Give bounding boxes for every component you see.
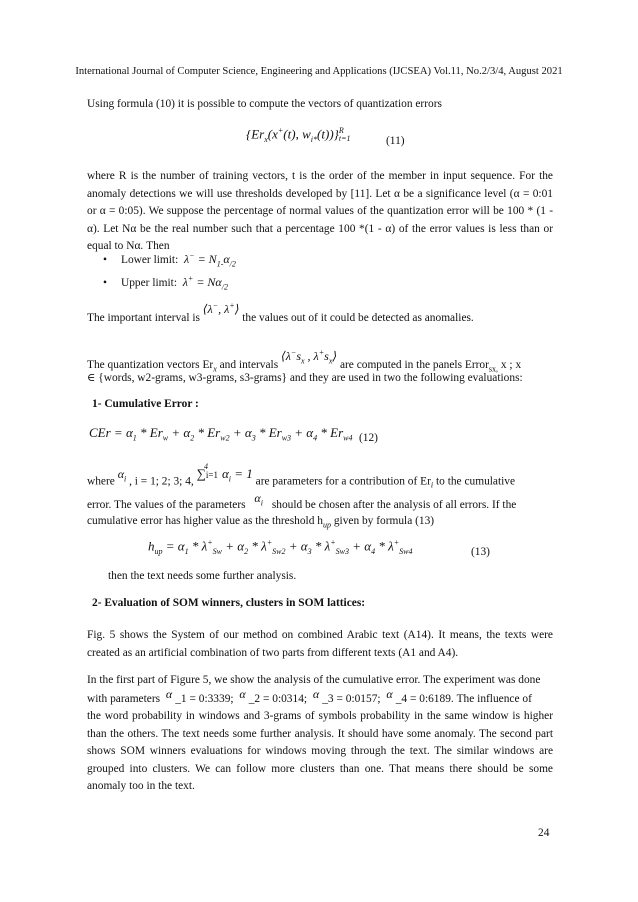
journal-header: International Journal of Computer Science, Engineering and Applications (IJCSEA) Vol.11, No.2/3/4, August 2021 — [75, 66, 563, 77]
alpha-symbol: α — [309, 687, 323, 701]
text-span: should be chosen after the analysis of all errors. If the — [271, 499, 517, 511]
text-sub: i — [430, 480, 434, 490]
text-sub: x — [213, 364, 217, 374]
bullet-formula: $\lambda^- = N_{1-}\alpha_{/2}$ — [183, 251, 236, 269]
equation-12: CEr = $\alpha_1 * Er_w + \alpha_2 * Er_{w2} + \alpha_3 * Er_{w3} + \alpha_4 * Er_{w4}$ — [89, 425, 353, 443]
interval-formula: ⟨λ−, λ+⟩ — [202, 301, 240, 316]
paragraph-first-part-rest: the word probability in windows and 3-grams of symbols probability in the same window is higher than the others. The text needs some further analysis. It should have some anomaly. The second part shows SOM winners evaluations for windows moving through the text. The similar windows are grouped into clusters. We can follow more clusters than one. That means there should be some anomaly too in the text. — [87, 710, 553, 793]
alpha-symbol: α — [236, 687, 249, 701]
alpha-symbol: α — [162, 687, 176, 701]
text-span: error. The values of the parameters — [87, 499, 246, 511]
text-span: are parameters for a contribution of Er — [255, 475, 431, 488]
text-span: The important interval is — [87, 312, 200, 324]
alpha-symbol: α — [383, 687, 396, 701]
text-span: The quantization vectors Er — [87, 359, 214, 371]
param-value: _2 = 0:0314; — [248, 693, 308, 705]
text-span: , i = 1; 2; 3; 4, — [129, 475, 194, 488]
text-span: given by formula (13) — [333, 515, 435, 527]
bullet-label: Lower limit: — [121, 254, 179, 266]
bullet-formula: $\lambda^+ = N\alpha_{/2}$ — [182, 274, 228, 292]
page-number: 24 — [538, 827, 550, 839]
bullet-upper-limit: • Upper limit: $\lambda^+ = N\alpha_{/2}$ — [103, 274, 228, 292]
text-sub: up — [322, 520, 331, 530]
equation-number-12: (12) — [359, 432, 378, 444]
text-span: are computed in the panels Error — [339, 359, 489, 371]
paragraph-then: then the text needs some further analysis. — [108, 570, 297, 582]
paragraph-first-part-line1: In the first part of Figure 5, we show the analysis of the cumulative error. The experiment was done — [87, 674, 541, 686]
text-span: x ; x — [500, 359, 522, 371]
heading-cumulative-error: 1- Cumulative Error : — [92, 398, 199, 410]
alpha-i-symbol: $\alpha_i$ — [117, 467, 127, 484]
paragraph-fig5: Fig. 5 shows the System of our method on combined Arabic text (A14). It means, the texts were created as an artificial combination of two parts from different texts (A1 and A4). — [87, 629, 553, 659]
paragraph-intro: Using formula (10) it is possible to compute the vectors of quantization errors — [87, 98, 442, 110]
equation-number-11: (11) — [386, 135, 405, 147]
paragraph-first-part-line2 — [87, 687, 553, 709]
bullet-label: Upper limit: — [121, 277, 177, 289]
paragraph-quantization-line2: ∈ {words, w2-grams, w3-grams, s3-grams} and they are used in two the following evaluations: — [87, 372, 523, 384]
equation-11: {$Er_x(x^+(t)$, $w_{i*}(t)$)} R t=1 — [246, 126, 351, 144]
paragraph-interval — [87, 301, 553, 328]
text-sub: sx, — [488, 364, 499, 374]
bullet-lower-limit: • Lower limit: $\lambda^- = N_{1-}\alpha_{/2}$ — [103, 251, 236, 269]
text-span: with parameters — [87, 693, 161, 705]
heading-som-winners: 2- Evaluation of SOM winners, clusters in SOM lattices: — [92, 597, 366, 609]
equation-13: $h_{up} = \alpha_1 * \lambda^+_{Sw} + \alpha_2 * \lambda^+_{Sw2} + \alpha_3 * \lambda^+_{Sw3} + \alpha_4 * \lambda^+_{Sw4}$ — [148, 538, 413, 556]
interval-sx-formula: $⟨\lambda^-s_x$ , $\lambda^+s_x⟩$ — [281, 348, 338, 366]
text-span: The influence of — [456, 693, 532, 705]
param-value: _1 = 0:3339; — [175, 693, 234, 705]
alpha-i-symbol: $\alpha_i$ — [248, 491, 263, 508]
text-span: cumulative error has higher value as the threshold h — [87, 515, 323, 527]
param-value: _3 = 0:0157; — [322, 693, 381, 705]
param-value: _4 = 0:6189. — [395, 693, 454, 705]
equation-number-13: (13) — [471, 546, 490, 558]
paragraph-error-line2 — [87, 513, 553, 534]
paragraph-where-alpha — [87, 462, 553, 495]
paragraph-where-R: where R is the number of training vectors, t is the order of the member in input sequence. For the anomaly detections we will use thresholds developed by [11]. Let α be a significance level (α = 0:01 or α = 0:05). We suppose the percentage of normal values of the quantization error will be 100 * (1 - α). Let Nα be the real number such that a percentage 100 *(1 - α) of the error values is less than or equal to Nα. Then — [87, 170, 553, 253]
text-span: and intervals — [219, 359, 279, 371]
text-span: to the cumulative — [435, 475, 516, 488]
sum-alpha-formula: $\sum i=1^4$ $\alpha_i = 1$ — [196, 462, 253, 484]
text-span: where — [87, 475, 115, 488]
text-span: the values out of it could be detected as anomalies. — [242, 312, 474, 324]
